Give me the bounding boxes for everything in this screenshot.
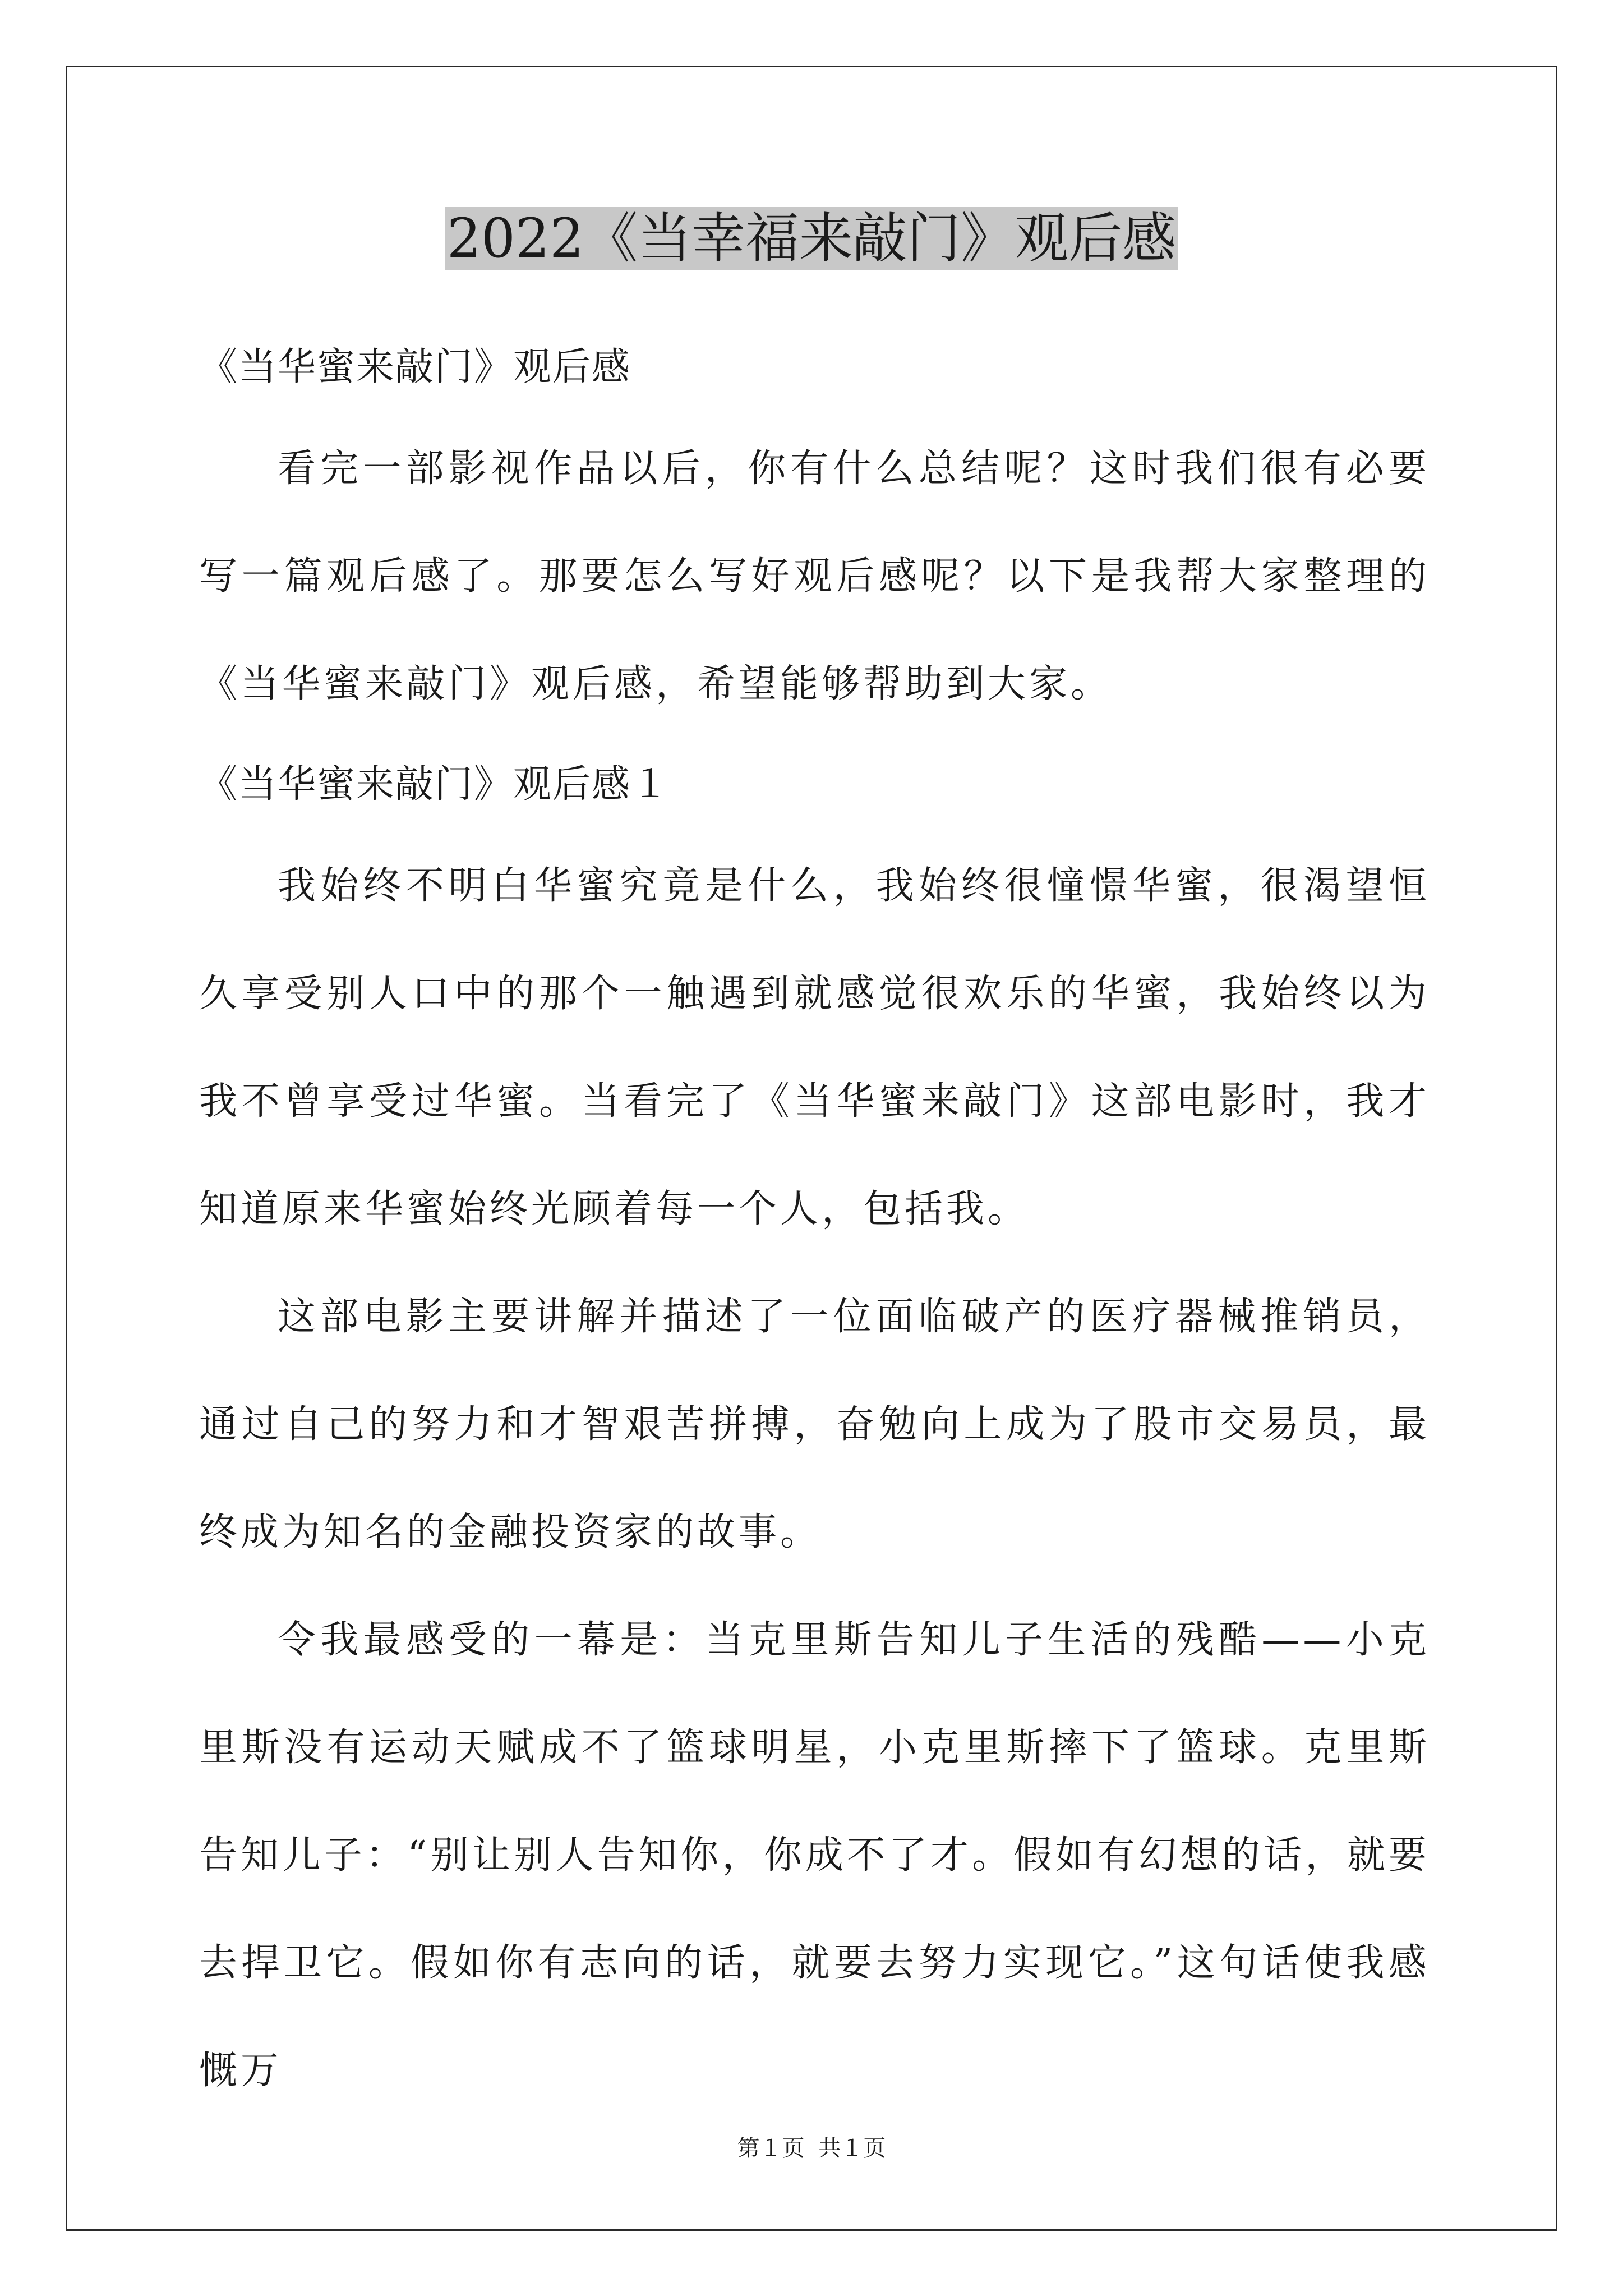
subtitle: 《当华蜜来敲门》观后感 [199, 345, 631, 389]
document-body [199, 337, 1430, 2125]
page-number: 第１页 [737, 2136, 805, 2161]
body-paragraph-1: 我始终不明白华蜜究竟是什么，我始终很憧憬华蜜，很渴望恒久享受别人口中的那个一触遇到就感觉很欢乐的华蜜，我始终以为我不曾享受过华蜜。当看完了《当华蜜来敲门》这部电影时，我才知道原来华蜜始终光顾着每一个人，包括我。 [199, 864, 1430, 1231]
page-total: 共１页 [818, 2136, 886, 2161]
title-highlight: 2022《当幸福来敲门》观后感 [445, 207, 1178, 270]
body-paragraph-3: 令我最感受的一幕是：当克里斯告知儿子生活的残酷——小克里斯没有运动天赋成不了篮球明星，小克里斯摔下了篮球。克里斯告知儿子：“别让别人告知你，你成不了才。假如有幻想的话，就要去捍卫它。假如你有志向的话，就要去努力实现它。”这句话使我感慨万 [199, 1618, 1430, 2093]
document-title [0, 199, 1623, 278]
intro-paragraph: 看完一部影视作品以后，你有什么总结呢？这时我们很有必要写一篇观后感了。那要怎么写好观后感呢？以下是我帮大家整理的《当华蜜来敲门》观后感，希望能够帮助到大家。 [199, 447, 1430, 706]
section-heading: 《当华蜜来敲门》观后感１ [199, 762, 671, 807]
body-paragraph-2: 这部电影主要讲解并描述了一位面临破产的医疗器械推销员，通过自己的努力和才智艰苦拼搏，奋勉向上成为了股市交易员，最终成为知名的金融投资家的故事。 [199, 1295, 1430, 1554]
page-footer [0, 2132, 1623, 2165]
